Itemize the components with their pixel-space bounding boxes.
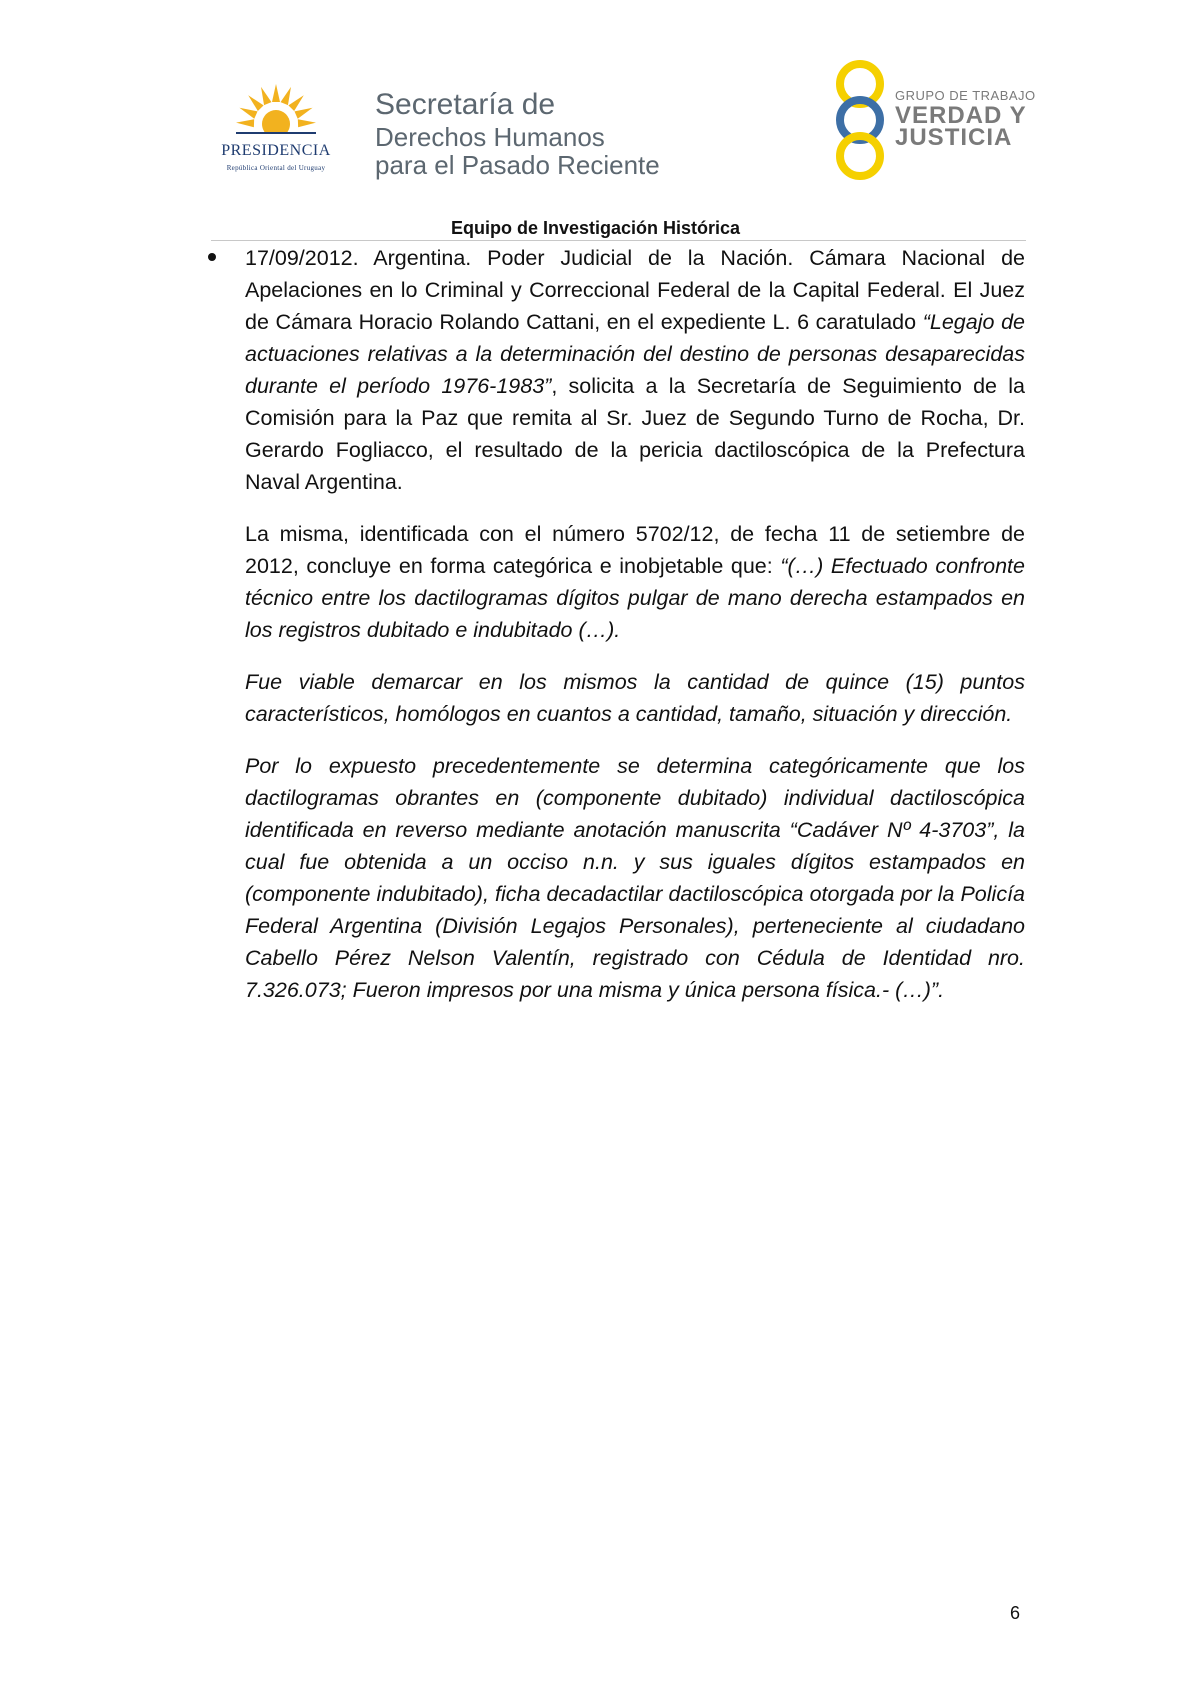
paragraph-3: Fue viable demarcar en los mismos la cantidad de quince (15) puntos característicos, homólogos en cuantos a cantidad, tamaño, situación y dirección. <box>245 670 1025 726</box>
grupo-trabajo-label: GRUPO DE TRABAJO <box>895 88 1036 103</box>
secretaria-line-3: para el Pasado Reciente <box>375 150 660 180</box>
paragraph-2-quote: “(…) Efectuado confronte técnico entre los dactilogramas dígitos pulgar de mano derecha estampados en los registros dubitado e indubitado (…). <box>245 554 1025 642</box>
presidencia-name: PRESIDENCIA <box>221 142 331 159</box>
header-divider <box>211 240 1026 241</box>
bullet-paragraph <box>245 242 1025 498</box>
verdad-label: VERDAD Y <box>895 102 1027 129</box>
presidencia-subtitle: República Oriental del Uruguay <box>226 164 326 172</box>
secretaria-line-2: Derechos Humanos <box>375 122 605 152</box>
paragraph-2-intro: La misma, identificada con el número 5702/12, de fecha 11 de setiembre de 2012, concluye en forma categórica e inobjetable que: <box>245 522 1025 578</box>
bullet-intro-text: 17/09/2012. Argentina. Poder Judicial de la Nación. Cámara Nacional de Apelaciones en lo Criminal y Correccional Federal de la Capital Federal. El Juez de Cámara Horacio Rolando Cattani, en el expediente L. 6 caratulado <box>245 246 1025 334</box>
paragraph-2 <box>245 518 1025 646</box>
paragraph-4: Por lo expuesto precedentemente se determina categóricamente que los dactilogramas obrantes en (componente dubitado) individual dactiloscópica identificada en reverso mediante anotación manuscrita “Cadáver Nº 4-3703”, la cual fue obtenida a un occiso n.n. y sus iguales dígitos estampados en (componente indubitado), ficha decadactilar dactiloscópica otorgada por la Policía Federal Argentina (División Legajos Personales), perteneciente al ciudadano Cabello Pérez Nelson Valentín, registrado con Cédula de Identidad nro. 7.326.073; Fueron impresos por una misma y única persona física.- (…)”. <box>245 754 1025 1002</box>
presidencia-logo <box>196 80 356 180</box>
justicia-label: JUSTICIA <box>895 124 1013 151</box>
bullet-icon <box>208 253 216 261</box>
bullet-quote-text: “Legajo de actuaciones relativas a la determinación del destino de personas desaparecidas durante el período 1976-1983” <box>245 310 1025 398</box>
team-heading: Equipo de Investigación Histórica <box>450 218 741 238</box>
bullet-rest-text: , solicita a la Secretaría de Seguimiento de la Comisión para la Paz que remita al Sr. Juez de Segundo Turno de Rocha, Dr. Gerardo Fogliacco, el resultado de la pericia dactiloscópica de la Prefectura Naval Argentina. <box>245 374 1025 494</box>
document-body <box>245 242 1025 1026</box>
sun-emblem-icon <box>234 80 318 142</box>
linked-rings-icon <box>820 60 900 180</box>
page-number: 6 <box>1010 1603 1021 1623</box>
bullet-item <box>245 242 1025 498</box>
secretaria-line-1: Secretaría de <box>375 88 556 121</box>
